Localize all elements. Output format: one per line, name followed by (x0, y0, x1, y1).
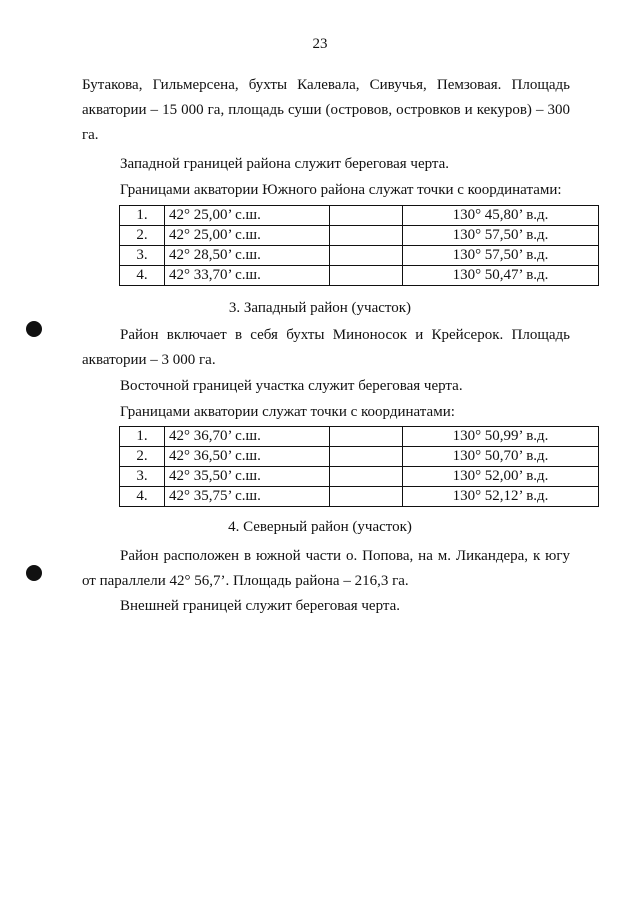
longitude-cell: 130° 52,00’ в.д. (403, 467, 599, 487)
longitude-cell: 130° 50,47’ в.д. (403, 266, 599, 286)
section-heading-west-district: 3. Западный район (участок) (228, 300, 412, 316)
empty-cell (330, 226, 403, 246)
page-number: 23 (312, 36, 328, 52)
paragraph-outer-border: Внешней границей служит береговая черта. (120, 598, 401, 614)
row-number-cell: 4. (120, 487, 165, 507)
table-row (120, 206, 599, 226)
coordinates-table-south (119, 205, 599, 286)
longitude-cell: 130° 45,80’ в.д. (403, 206, 599, 226)
empty-cell (330, 206, 403, 226)
empty-cell (330, 427, 403, 447)
row-number-cell: 2. (120, 226, 165, 246)
paragraph-east-border: Восточной границей участка служит береговая черта. (120, 378, 463, 394)
empty-cell (330, 266, 403, 286)
latitude-cell: 42° 36,50’ с.ш. (165, 447, 330, 467)
paragraph-area-description: Бутакова, Гильмерсена, бухты Калевала, Сивучья, Пемзовая. Площадь акватории – 15 000 га, площадь суши (островов, островков и кекуров) – 300 га. (82, 77, 570, 143)
latitude-cell: 42° 35,50’ с.ш. (165, 467, 330, 487)
longitude-cell: 130° 50,99’ в.д. (403, 427, 599, 447)
row-number-cell: 2. (120, 447, 165, 467)
table-row (120, 467, 599, 487)
latitude-cell: 42° 25,00’ с.ш. (165, 206, 330, 226)
coordinates-table-west (119, 426, 599, 507)
binder-hole-mark (26, 565, 42, 581)
table-row (120, 487, 599, 507)
longitude-cell: 130° 57,50’ в.д. (403, 246, 599, 266)
empty-cell (330, 246, 403, 266)
row-number-cell: 1. (120, 206, 165, 226)
row-number-cell: 3. (120, 467, 165, 487)
longitude-cell: 130° 50,70’ в.д. (403, 447, 599, 467)
paragraph-west-coords-intro: Границами акватории служат точки с координатами: (120, 404, 455, 420)
empty-cell (330, 487, 403, 507)
empty-cell (330, 447, 403, 467)
row-number-cell: 1. (120, 427, 165, 447)
paragraph-north-district-description: Район расположен в южной части о. Попова, на м. Ликандера, к югу от параллели 42° 56,7’. Площадь района – 216,3 га. (82, 548, 570, 589)
latitude-cell: 42° 35,75’ с.ш. (165, 487, 330, 507)
row-number-cell: 4. (120, 266, 165, 286)
latitude-cell: 42° 33,70’ с.ш. (165, 266, 330, 286)
row-number-cell: 3. (120, 246, 165, 266)
section-heading-north-district: 4. Северный район (участок) (228, 519, 412, 535)
table-row (120, 226, 599, 246)
paragraph-west-border: Западной границей района служит береговая черта. (120, 156, 450, 172)
binder-hole-mark (26, 321, 42, 337)
empty-cell (330, 467, 403, 487)
table-row (120, 246, 599, 266)
paragraph-west-district-description: Район включает в себя бухты Миноносок и Крейсерок. Площадь акватории – 3 000 га. (82, 327, 570, 368)
paragraph-south-coords-intro: Границами акватории Южного района служат точки с координатами: (120, 182, 562, 198)
longitude-cell: 130° 57,50’ в.д. (403, 226, 599, 246)
latitude-cell: 42° 25,00’ с.ш. (165, 226, 330, 246)
table-row (120, 427, 599, 447)
table-row (120, 447, 599, 467)
latitude-cell: 42° 28,50’ с.ш. (165, 246, 330, 266)
table-row (120, 266, 599, 286)
latitude-cell: 42° 36,70’ с.ш. (165, 427, 330, 447)
longitude-cell: 130° 52,12’ в.д. (403, 487, 599, 507)
